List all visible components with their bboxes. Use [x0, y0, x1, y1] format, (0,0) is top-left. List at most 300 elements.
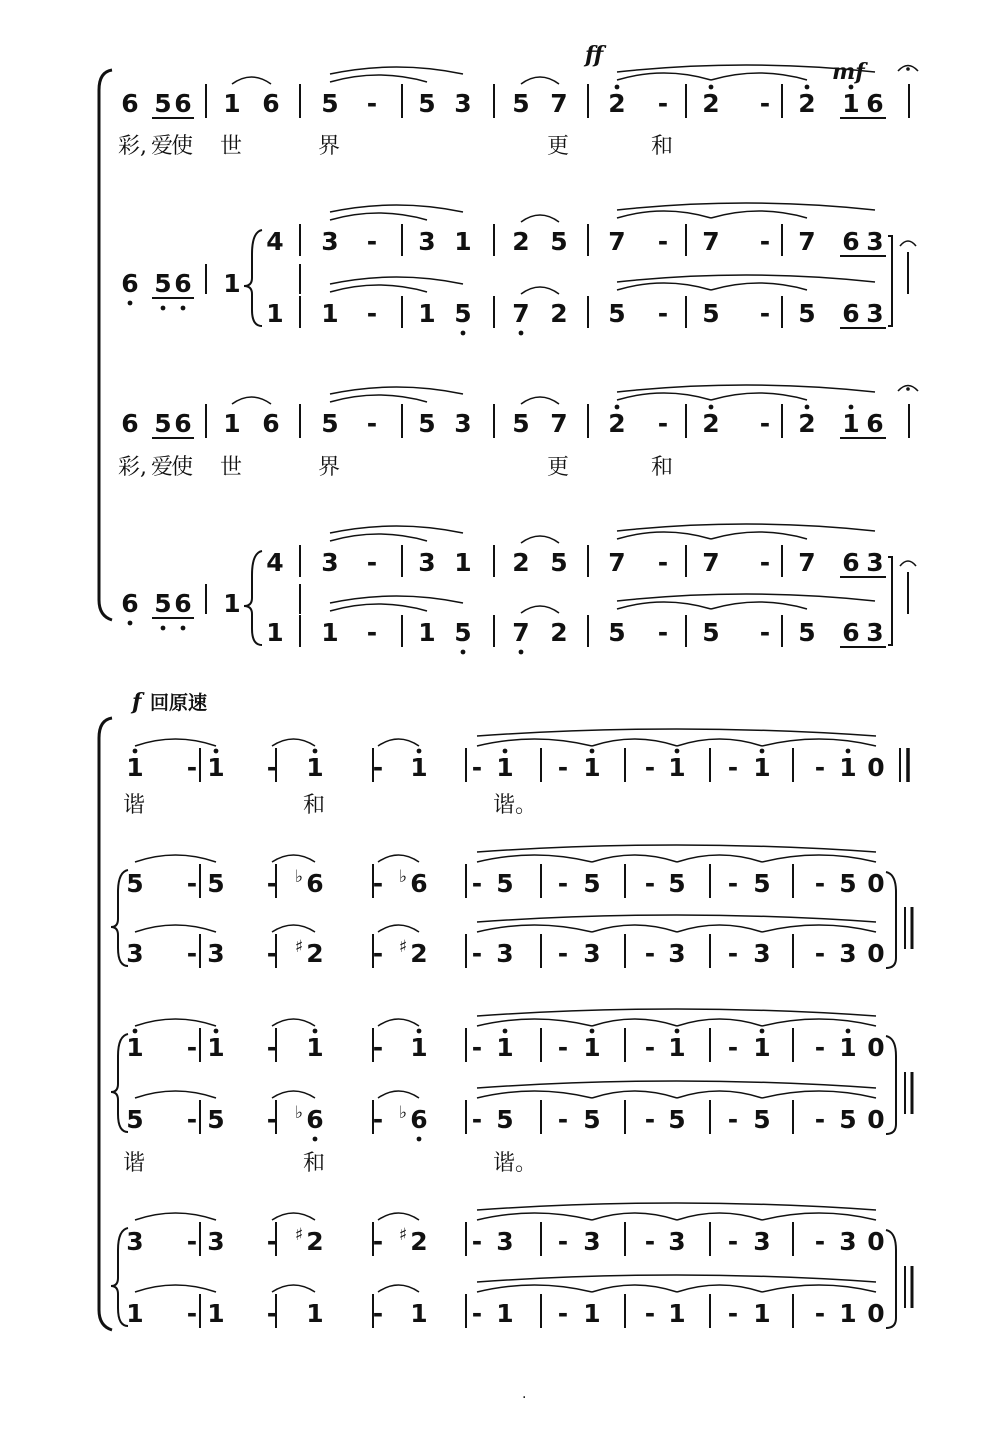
slur [677, 1019, 762, 1026]
lyric: 谐。 [493, 1151, 538, 1176]
slur [330, 395, 427, 402]
slur [521, 215, 559, 222]
note: 5 [839, 869, 857, 898]
octave-dot [849, 405, 854, 410]
dash-mark: - [366, 548, 378, 577]
note: 3 [668, 1227, 686, 1256]
note: 7 [512, 618, 530, 647]
note: 6 [842, 548, 860, 577]
lyric: 谐。 [493, 793, 538, 818]
note: 3 [321, 227, 339, 256]
octave-dot [417, 749, 422, 754]
note: 5 [798, 299, 816, 328]
dash-mark: - [727, 939, 739, 968]
octave-dot [181, 626, 186, 631]
lyric: 和 [303, 793, 326, 818]
slur [677, 1285, 762, 1292]
note: 2 [410, 1227, 428, 1256]
s1-soprano-staff [118, 42, 918, 159]
note: 5 [154, 269, 172, 298]
slur [477, 739, 592, 746]
note: 3 [583, 939, 601, 968]
dash-mark: - [366, 409, 378, 438]
dash-mark: - [186, 1227, 198, 1256]
note: 1 [583, 1033, 601, 1062]
dash-mark: - [727, 869, 739, 898]
dash-mark: - [471, 1105, 483, 1134]
note: 2 [306, 939, 324, 968]
s2-bass-staff [111, 1203, 912, 1328]
slur [378, 1019, 419, 1026]
note: 7 [798, 227, 816, 256]
lyric: 世 [220, 134, 243, 159]
dash-mark: - [471, 1227, 483, 1256]
closing-bracket [886, 1036, 896, 1134]
note: 1 [223, 269, 241, 298]
slur [617, 73, 711, 80]
slur [477, 729, 876, 736]
slur [272, 1213, 315, 1220]
lyric: 和 [651, 134, 674, 159]
slur [330, 67, 463, 74]
slur [762, 1019, 876, 1026]
dash-mark: - [557, 1033, 569, 1062]
slur [477, 855, 592, 862]
dash-mark: - [372, 1105, 384, 1134]
octave-dot [590, 1029, 595, 1034]
note: 7 [608, 227, 626, 256]
dash-mark: - [557, 1299, 569, 1328]
dash-mark: - [759, 299, 771, 328]
slur [330, 285, 427, 292]
dash-mark: - [657, 409, 669, 438]
note: 1 [207, 1033, 225, 1062]
note: 1 [410, 1033, 428, 1062]
slur [592, 925, 677, 932]
octave-dot [590, 749, 595, 754]
octave-dot [128, 621, 133, 626]
dash-mark: - [814, 869, 826, 898]
slur [592, 1091, 677, 1098]
slur [617, 211, 711, 218]
accidental: ♭ [294, 1103, 304, 1123]
slur [135, 739, 216, 746]
slur [135, 1091, 216, 1098]
slur [378, 739, 419, 746]
octave-dot [133, 749, 138, 754]
note: 6 [121, 269, 139, 298]
dash-mark: - [814, 1033, 826, 1062]
note: 2 [798, 409, 816, 438]
note: 3 [496, 1227, 514, 1256]
octave-dot [805, 85, 810, 90]
score-system-2 [99, 689, 912, 1330]
slur [330, 387, 463, 394]
note: 1 [207, 1299, 225, 1328]
note: 1 [321, 299, 339, 328]
slur [378, 855, 419, 862]
dash-mark: - [759, 227, 771, 256]
dash-mark: - [727, 1299, 739, 1328]
octave-dot [214, 749, 219, 754]
lyric: 彩, [118, 455, 147, 480]
note: 1 [496, 1299, 514, 1328]
octave-dot [461, 650, 466, 655]
note: 5 [321, 409, 339, 438]
dash-mark: - [644, 939, 656, 968]
slur [617, 283, 711, 290]
dash-mark: - [372, 1299, 384, 1328]
note: 5 [702, 299, 720, 328]
note: 3 [418, 548, 436, 577]
slur [272, 739, 315, 746]
closing-bracket [888, 236, 892, 326]
note: 6 [842, 618, 860, 647]
octave-dot [846, 749, 851, 754]
slur [272, 925, 315, 932]
dash-mark: - [557, 1105, 569, 1134]
note: 1 [418, 299, 436, 328]
note: 1 [223, 89, 241, 118]
note: 3 [454, 89, 472, 118]
dash-mark: - [186, 939, 198, 968]
octave-dot [709, 405, 714, 410]
slur [617, 594, 875, 601]
slur [521, 287, 559, 294]
note: 5 [418, 89, 436, 118]
slur [330, 526, 463, 533]
system-brace [99, 718, 112, 1330]
dash-mark: - [186, 1299, 198, 1328]
note: 6 [262, 89, 280, 118]
slur [592, 739, 677, 746]
note: 6 [121, 589, 139, 618]
octave-dot [760, 749, 765, 754]
dash-mark: - [372, 939, 384, 968]
lyric: 爱 [151, 134, 174, 159]
dash-mark: - [557, 753, 569, 782]
accidental: ♯ [294, 937, 304, 957]
note: 3 [839, 939, 857, 968]
dash-mark: - [557, 1227, 569, 1256]
dash-mark: - [366, 618, 378, 647]
note: 3 [866, 618, 884, 647]
slur [521, 606, 559, 613]
note: 3 [753, 1227, 771, 1256]
s1-bass-staff [121, 524, 916, 654]
note: 1 [842, 409, 860, 438]
octave-dot [760, 1029, 765, 1034]
note: 3 [207, 1227, 225, 1256]
slur [617, 532, 711, 539]
note: 7 [550, 89, 568, 118]
lyric: 更 [547, 455, 570, 480]
note: 4 [266, 548, 284, 577]
accidental: ♭ [294, 867, 304, 887]
dash-mark: - [759, 618, 771, 647]
accidental: ♯ [294, 1225, 304, 1245]
note: 6 [410, 1105, 428, 1134]
slur [677, 1213, 762, 1220]
dynamic-mark: ff [585, 42, 604, 68]
note: 5 [321, 89, 339, 118]
note: 5 [126, 1105, 144, 1134]
note: 1 [753, 1299, 771, 1328]
note: 3 [321, 548, 339, 577]
slur [477, 1081, 876, 1088]
slur [477, 845, 876, 852]
note: 5 [668, 1105, 686, 1134]
note: 3 [866, 299, 884, 328]
octave-dot [675, 749, 680, 754]
score-system-1 [99, 42, 918, 654]
note: 5 [753, 1105, 771, 1134]
slur [677, 855, 762, 862]
octave-dot [503, 749, 508, 754]
closing-bracket [888, 557, 892, 645]
accidental: ♭ [398, 1103, 408, 1123]
note: 2 [512, 227, 530, 256]
slur [330, 213, 427, 220]
slur [711, 73, 807, 80]
lyric: 彩, [118, 134, 147, 159]
lyric: 界 [318, 455, 341, 480]
dash-mark: - [657, 299, 669, 328]
note: 1 [223, 409, 241, 438]
note: 1 [266, 618, 284, 647]
slur [378, 1213, 419, 1220]
dash-mark: - [727, 1105, 739, 1134]
dash-mark: - [372, 753, 384, 782]
dash-mark: - [644, 1033, 656, 1062]
note: 0 [867, 1227, 885, 1256]
note: 2 [512, 548, 530, 577]
slur [272, 1091, 315, 1098]
slur [378, 925, 419, 932]
dash-mark: - [759, 89, 771, 118]
slur [477, 925, 592, 932]
note: 3 [839, 1227, 857, 1256]
slur [378, 1285, 419, 1292]
note: 4 [266, 227, 284, 256]
slur [232, 397, 271, 404]
fermata [900, 241, 916, 246]
voice-brace [244, 551, 262, 645]
octave-dot [128, 301, 133, 306]
note: 3 [418, 227, 436, 256]
lyric: 谐 [123, 793, 146, 818]
octave-dot [615, 85, 620, 90]
octave-dot [503, 1029, 508, 1034]
note: 7 [702, 548, 720, 577]
note: 5 [668, 869, 686, 898]
dash-mark: - [727, 1033, 739, 1062]
slur [521, 536, 559, 543]
note: 3 [496, 939, 514, 968]
s2-alto-staff [111, 845, 912, 968]
note: 7 [550, 409, 568, 438]
dash-mark: - [186, 753, 198, 782]
note: 6 [121, 89, 139, 118]
note: 5 [454, 299, 472, 328]
slur [232, 77, 271, 84]
dash-mark: - [471, 753, 483, 782]
dash-mark: - [657, 227, 669, 256]
slur [762, 739, 876, 746]
note: 0 [867, 939, 885, 968]
slur [521, 397, 559, 404]
lyric: 世 [220, 455, 243, 480]
octave-dot [161, 306, 166, 311]
lyric: 使 [171, 134, 194, 159]
note: 3 [668, 939, 686, 968]
note: 1 [418, 618, 436, 647]
note: 1 [496, 1033, 514, 1062]
dash-mark: - [366, 89, 378, 118]
fermata-dot [906, 67, 910, 71]
note: 5 [550, 227, 568, 256]
slur [330, 534, 427, 541]
slur [711, 283, 807, 290]
note: 6 [842, 227, 860, 256]
note: 1 [306, 753, 324, 782]
octave-dot [417, 1137, 422, 1142]
page-dot: · [522, 1390, 527, 1406]
note: 2 [550, 618, 568, 647]
s2-soprano-staff [123, 729, 908, 818]
note: 6 [262, 409, 280, 438]
note: 6 [121, 409, 139, 438]
accidental: ♯ [398, 937, 408, 957]
slur [617, 203, 875, 210]
note: 0 [867, 1105, 885, 1134]
octave-dot [849, 85, 854, 90]
note: 1 [321, 618, 339, 647]
dash-mark: - [186, 869, 198, 898]
slur [592, 1285, 677, 1292]
fermata [900, 561, 916, 566]
dash-mark: - [814, 1299, 826, 1328]
lyric: 爱 [151, 455, 174, 480]
s1-tenor-staff [118, 385, 918, 480]
note: 2 [608, 89, 626, 118]
dash-mark: - [657, 618, 669, 647]
slur [711, 602, 807, 609]
note: 3 [126, 1227, 144, 1256]
note: 5 [512, 89, 530, 118]
dash-mark: - [644, 1299, 656, 1328]
note: 0 [867, 1299, 885, 1328]
dash-mark: - [366, 299, 378, 328]
closing-bracket [886, 1230, 896, 1328]
slur [330, 205, 463, 212]
note: 3 [454, 409, 472, 438]
octave-dot [161, 626, 166, 631]
slur [135, 855, 216, 862]
dash-mark: - [372, 1033, 384, 1062]
slur [272, 1285, 315, 1292]
lyric: 使 [171, 455, 194, 480]
slur [378, 1091, 419, 1098]
note: 5 [207, 1105, 225, 1134]
slur [677, 739, 762, 746]
note: 2 [702, 409, 720, 438]
note: 1 [842, 89, 860, 118]
octave-dot [615, 405, 620, 410]
note: 1 [454, 548, 472, 577]
note: 1 [306, 1033, 324, 1062]
note: 1 [126, 753, 144, 782]
note: 2 [608, 409, 626, 438]
note: 2 [702, 89, 720, 118]
dash-mark: - [657, 548, 669, 577]
slur [135, 1285, 216, 1292]
note: 3 [126, 939, 144, 968]
accidental: ♯ [398, 1225, 408, 1245]
note: 6 [410, 869, 428, 898]
note: 5 [496, 869, 514, 898]
slur [477, 1009, 876, 1016]
note: 1 [753, 753, 771, 782]
note: 5 [154, 89, 172, 118]
dash-mark: - [372, 869, 384, 898]
note: 1 [410, 1299, 428, 1328]
note: 1 [410, 753, 428, 782]
note: 6 [866, 89, 884, 118]
dash-mark: - [759, 548, 771, 577]
note: 6 [866, 409, 884, 438]
note: 1 [126, 1033, 144, 1062]
note: 5 [154, 409, 172, 438]
dash-mark: - [471, 1299, 483, 1328]
dash-mark: - [266, 1299, 278, 1328]
lyric: 更 [547, 134, 570, 159]
fermata-dot [906, 387, 910, 391]
slur [592, 1213, 677, 1220]
note: 5 [126, 869, 144, 898]
slur [330, 277, 463, 284]
note: 1 [668, 1033, 686, 1062]
dash-mark: - [644, 753, 656, 782]
note: 5 [418, 409, 436, 438]
slur [272, 855, 315, 862]
note: 6 [174, 269, 192, 298]
note: 5 [798, 618, 816, 647]
note: 1 [207, 753, 225, 782]
slur [135, 1019, 216, 1026]
slur [677, 1091, 762, 1098]
dash-mark: - [266, 869, 278, 898]
note: 3 [866, 548, 884, 577]
note: 1 [306, 1299, 324, 1328]
slur [477, 1091, 592, 1098]
lyric: 界 [318, 134, 341, 159]
dash-mark: - [727, 1227, 739, 1256]
note: 5 [608, 618, 626, 647]
note: 1 [668, 753, 686, 782]
dash-mark: - [557, 939, 569, 968]
slur [477, 1285, 592, 1292]
note: 6 [306, 1105, 324, 1134]
dash-mark: - [814, 1105, 826, 1134]
slur [330, 596, 463, 603]
dash-mark: - [266, 753, 278, 782]
accidental: ♭ [398, 867, 408, 887]
dash-mark: - [186, 1105, 198, 1134]
octave-dot [214, 1029, 219, 1034]
dash-mark: - [759, 409, 771, 438]
slur [617, 275, 875, 282]
